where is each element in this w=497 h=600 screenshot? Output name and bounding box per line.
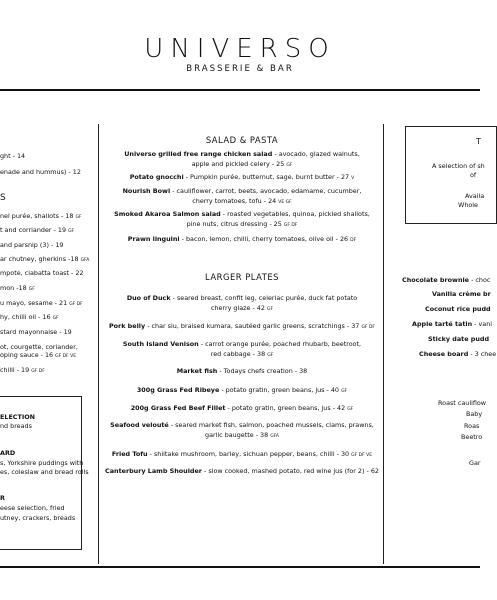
dessert-item: Vanilla crème br — [432, 290, 491, 298]
side-item: Roast cauliflow — [438, 399, 487, 407]
left-item: chilli - 19 GF DF — [0, 366, 45, 374]
dessert-item: Cheese board - 3 chee — [419, 350, 497, 358]
right-box-line: A selection of sh — [432, 162, 485, 170]
larger-plates-title: LARGER PLATES — [205, 272, 279, 282]
left-box-line: nd breads — [0, 422, 32, 430]
right-box-line: Availa — [465, 192, 485, 200]
left-item: and parsnip (3) - 19 — [0, 241, 64, 249]
right-column-rule — [383, 124, 384, 564]
menu-item: Fried Tofu - shiitake mushroom, barley, sichuan pepper, beans, chilli - 30 GF DF VE — [111, 450, 373, 458]
menu-item: Duo of Duck - seared breast, confit leg, celeriac purée, duck fat potato cherry glaze - 42 GF — [126, 294, 358, 312]
right-box-line: Whole — [458, 201, 478, 209]
left-line: ght - 14 — [0, 152, 26, 160]
salad-pasta-title: SALAD & PASTA — [205, 135, 279, 145]
menu-item: Potato gnocchi - Pumpkin purée, butternut, sage, burnt butter - 27 V — [129, 173, 355, 181]
left-item: nel purée, shallots - 18 GF — [0, 212, 82, 220]
left-box-line: ARD — [0, 449, 16, 457]
left-item: oping sauce - 16 GF DF VE — [0, 351, 77, 359]
left-item: stard mayonnaise - 19 — [0, 328, 72, 336]
left-item: ar chutney, gherkins -18 GFA — [0, 255, 90, 263]
menu-item: Nourish Bowl - cauliflower, carrot, beets, avocado, edamame, cucumber, cherry tomatoes, tofu - 24 VE GF — [122, 187, 362, 205]
menu-item: Seafood velouté - seared market fish, salmon, poached mussels, clams, prawns, garlic baugette - 38 GFA — [110, 421, 374, 439]
right-box-line: T — [476, 137, 481, 146]
left-box-line: s, Yorkshire puddings with — [0, 459, 84, 467]
left-column-rule — [98, 124, 99, 564]
left-item: mon -18 GF — [0, 284, 35, 292]
brand-subtitle: BRASSERIE & BAR — [186, 64, 294, 74]
left-box-line: utney, crackers, breads — [0, 514, 76, 522]
side-item: Baby — [466, 410, 483, 418]
left-line: enade and hummus) - 12 — [0, 168, 81, 176]
dessert-item: Chocolate brownie - choc — [402, 276, 491, 284]
brand-logo: UNIVERSO — [144, 34, 336, 64]
menu-item: Market fish - Todays chefs creation - 38 — [176, 367, 308, 375]
left-box-line: ELECTION — [0, 413, 36, 421]
left-section-title: S — [0, 193, 7, 203]
menu-item: Pork belly - char siu, braised kumara, sautéed garlic greens, scratchings - 37 GF DF — [108, 322, 375, 330]
middle-column — [104, 0, 380, 600]
right-info-box — [405, 126, 497, 224]
footer-divider — [0, 566, 480, 568]
menu-item: South Island Venison - carrot orange purée, poached rhubarb, beetroot, red cabbage - 38 GF — [122, 340, 362, 358]
left-box-line: R — [0, 494, 5, 502]
left-item: hy, chilli oil - 16 GF — [0, 313, 59, 321]
menu-item: 200g Grass Fed Beef Fillet - potato gratin, green beans, jus - 42 GF — [130, 404, 354, 412]
dessert-item: Apple tarté tatin - vani — [412, 320, 493, 328]
left-item: mpote, ciabatta toast - 22 — [0, 269, 84, 277]
right-box-line: of — [470, 171, 477, 179]
dessert-item: Sticky date pudd — [428, 335, 490, 343]
left-item: t and corriander - 19 GF — [0, 226, 75, 234]
side-item: Gar — [469, 459, 481, 467]
dessert-item: Coconut rice pudd — [425, 305, 491, 313]
left-box-line: es, coleslaw and bread rolls — [0, 468, 89, 476]
menu-item: Canterbury Lamb Shoulder - slow cooked, mashed potato, red wine jus (for 2) - 62 — [105, 467, 379, 475]
menu-item: Prawn linguini - bacon, lemon, chilli, cherry tomatoes, olive oil - 26 DF — [127, 235, 357, 243]
menu-item: Universo grilled free range chicken salad - avocado, glazed walnuts, apple and pickled celery - 25 GF — [124, 150, 360, 168]
menu-item: 300g Grass Fed Ribeye - potato gratin, green beans, jus - 40 GF — [136, 386, 348, 394]
menu-item: Smoked Akaroa Salmon salad - roasted vegetables, quinoa, pickled shallots, pine nuts, citrus dressing - 25 GF DF — [114, 210, 370, 228]
left-box-line: eese selection, fried — [0, 504, 65, 512]
left-item: u mayo, sesame - 21 GF DF — [0, 299, 83, 307]
left-item: ot, courgette, coriander, — [0, 343, 78, 351]
side-item: Beetro — [461, 433, 483, 441]
side-item: Roas — [464, 422, 480, 430]
